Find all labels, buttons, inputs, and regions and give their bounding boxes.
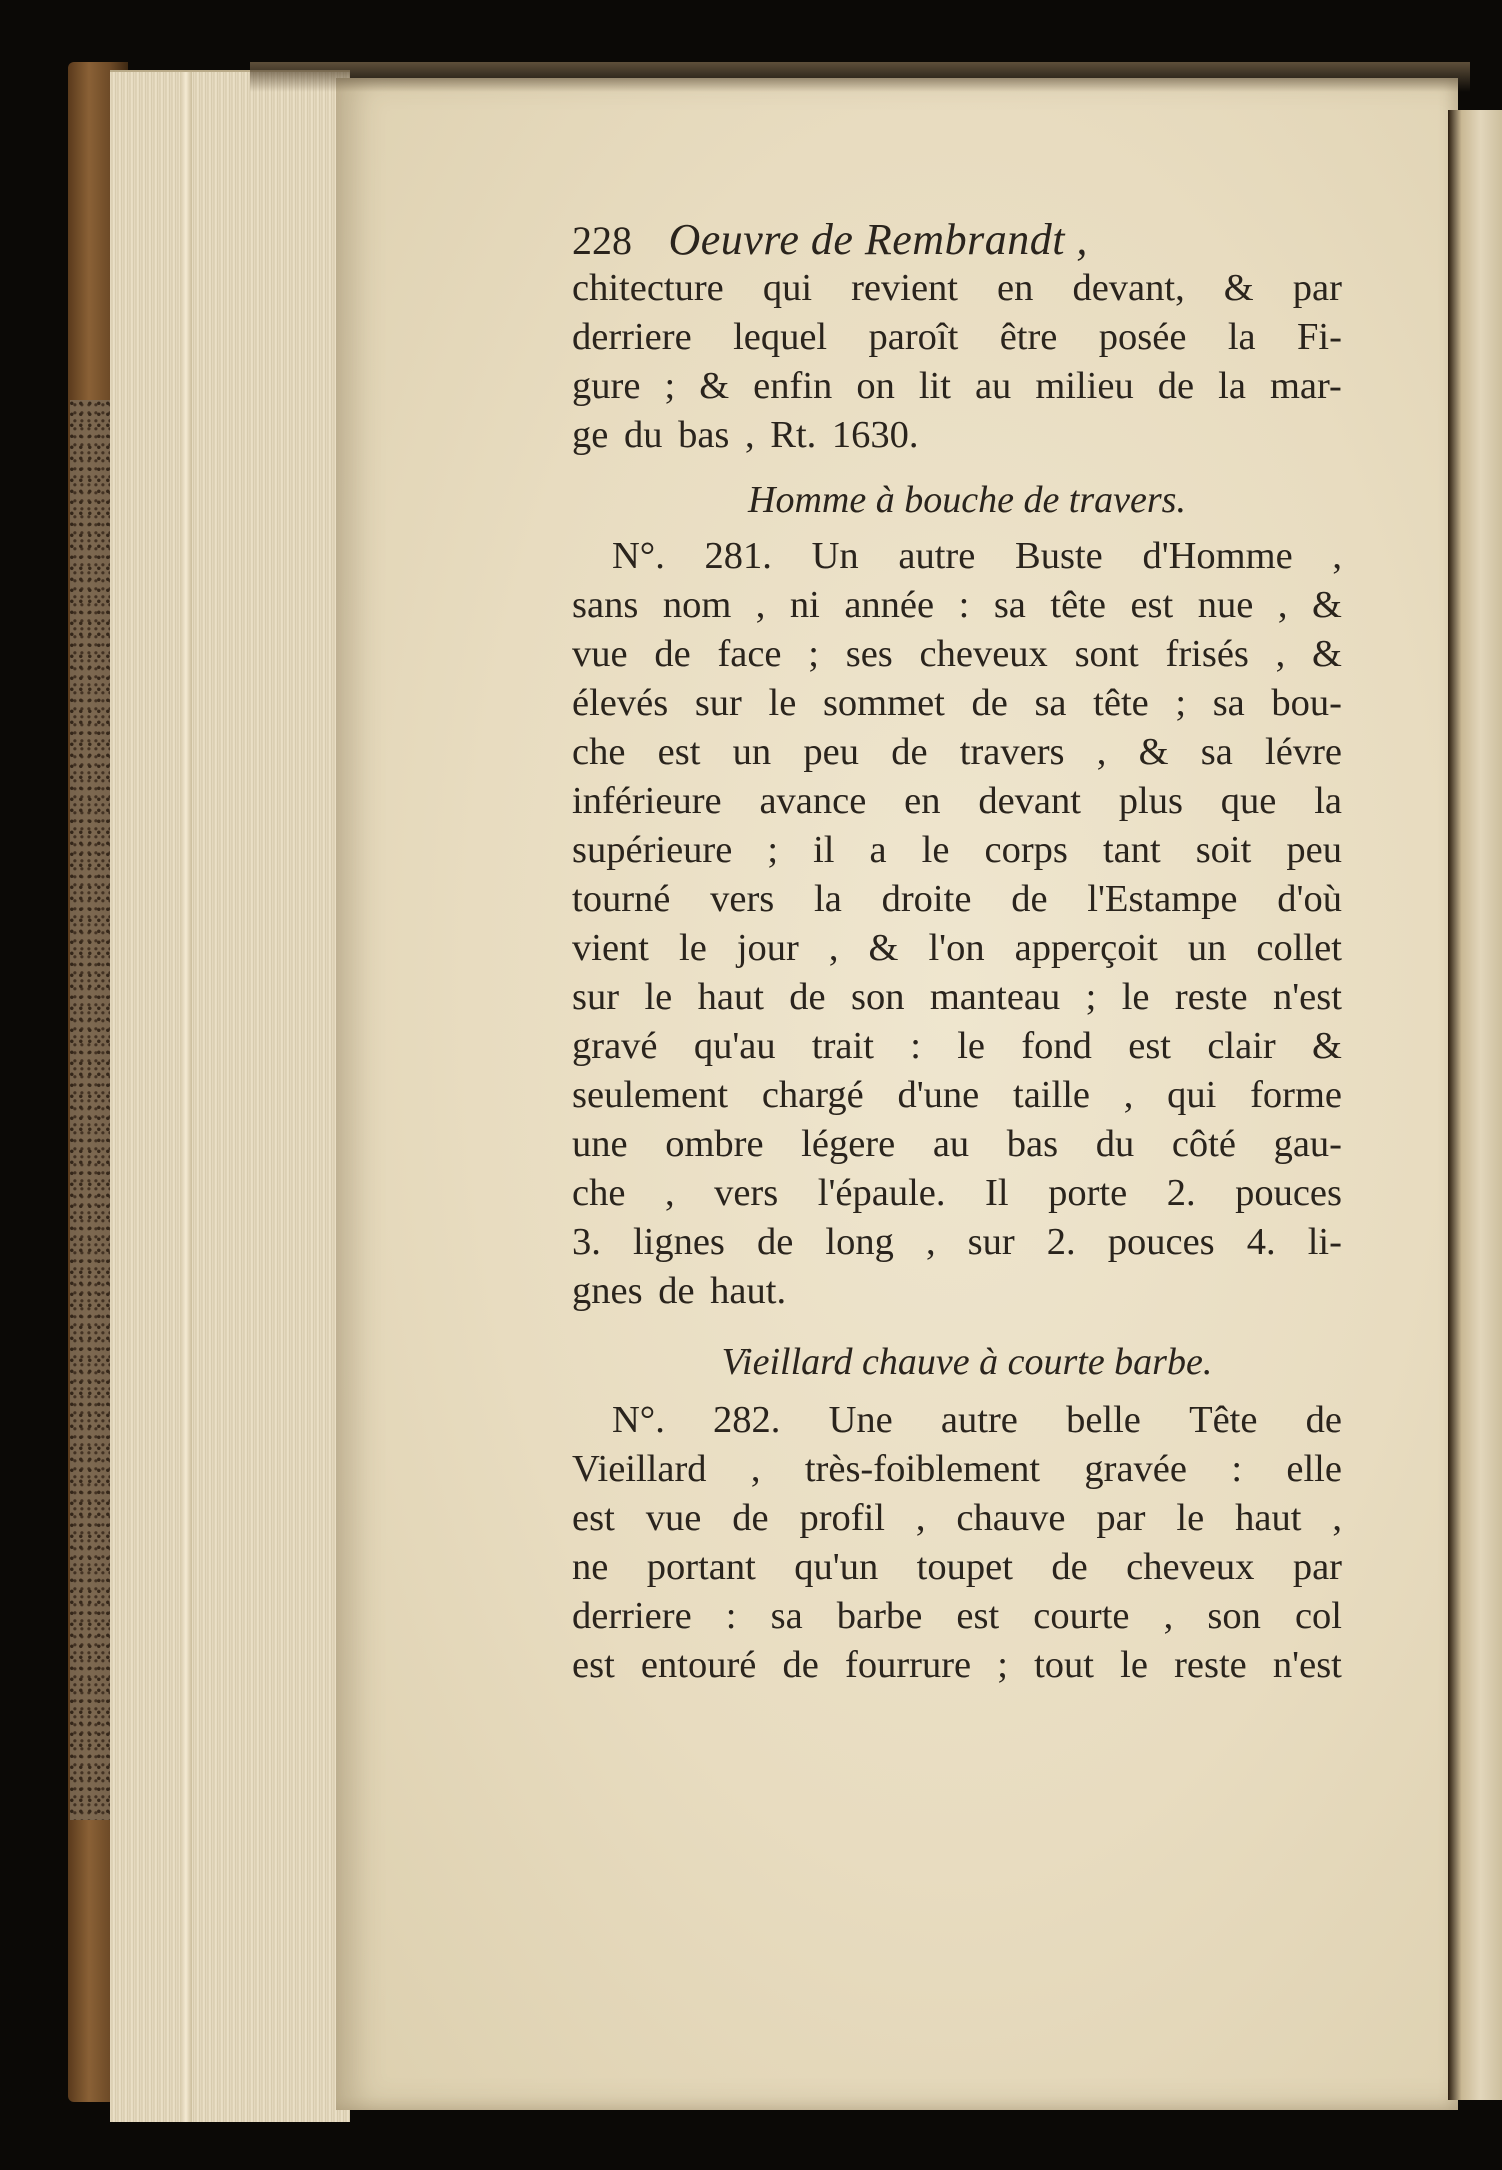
entry-281	[572, 532, 1342, 1316]
text-line: gravé qu'au trait : le fond est clair &	[572, 1025, 1342, 1067]
entry-heading-282: Vieillard chauve à courte barbe.	[721, 1341, 1213, 1383]
entry-heading-281: Homme à bouche de travers.	[748, 479, 1186, 521]
running-head	[572, 210, 1342, 270]
page-text	[572, 210, 1342, 1690]
text-line: vient le jour , & l'on apperçoit un collet	[572, 927, 1342, 969]
text-line: une ombre légere au bas du côté gau-	[572, 1123, 1342, 1165]
text-line: 3. lignes de long , sur 2. pouces 4. li-	[572, 1221, 1342, 1263]
text-line: gure ; & enfin on lit au milieu de la mar-	[572, 365, 1342, 407]
text-line: est entouré de fourrure ; tout le reste n'est	[572, 1644, 1342, 1686]
page-stack	[110, 70, 350, 2122]
text-line: gnes de haut.	[572, 1270, 787, 1312]
text-line: Vieillard , très-foiblement gravée : elle	[572, 1448, 1342, 1490]
text-line: N°. 281. Un autre Buste d'Homme ,	[612, 535, 1342, 577]
entry-282	[572, 1396, 1342, 1690]
paragraph-continuation	[572, 264, 1342, 460]
text-line: vue de face ; ses cheveux sont frisés , &	[572, 633, 1342, 675]
text-line: sans nom , ni année : sa tête est nue , &	[572, 584, 1342, 626]
text-line: ge du bas , Rt. 1630.	[572, 414, 919, 456]
text-line: N°. 282. Une autre belle Tête de	[612, 1399, 1342, 1441]
text-line: che , vers l'épaule. Il porte 2. pouces	[572, 1172, 1342, 1214]
text-line: inférieure avance en devant plus que la	[572, 780, 1342, 822]
text-line: seulement chargé d'une taille , qui forme	[572, 1074, 1342, 1116]
text-line: supérieure ; il a le corps tant soit peu	[572, 829, 1342, 871]
top-shadow	[250, 62, 1470, 92]
page-number: 228	[572, 218, 632, 263]
text-line: sur le haut de son manteau ; le reste n'est	[572, 976, 1342, 1018]
text-line: che est un peu de travers , & sa lévre	[572, 731, 1342, 773]
text-line: ne portant qu'un toupet de cheveux par	[572, 1546, 1342, 1588]
facing-page-edge	[1448, 110, 1502, 2100]
text-line: est vue de profil , chauve par le haut ,	[572, 1497, 1342, 1539]
text-line: derriere : sa barbe est courte , son col	[572, 1595, 1342, 1637]
running-title: Oeuvre de Rembrandt ,	[668, 215, 1088, 264]
text-line: tourné vers la droite de l'Estampe d'où	[572, 878, 1342, 920]
text-line: élevés sur le sommet de sa tête ; sa bou-	[572, 682, 1342, 724]
text-line: derriere lequel paroît être posée la Fi-	[572, 316, 1342, 358]
text-line: chitecture qui revient en devant, & par	[572, 267, 1342, 309]
